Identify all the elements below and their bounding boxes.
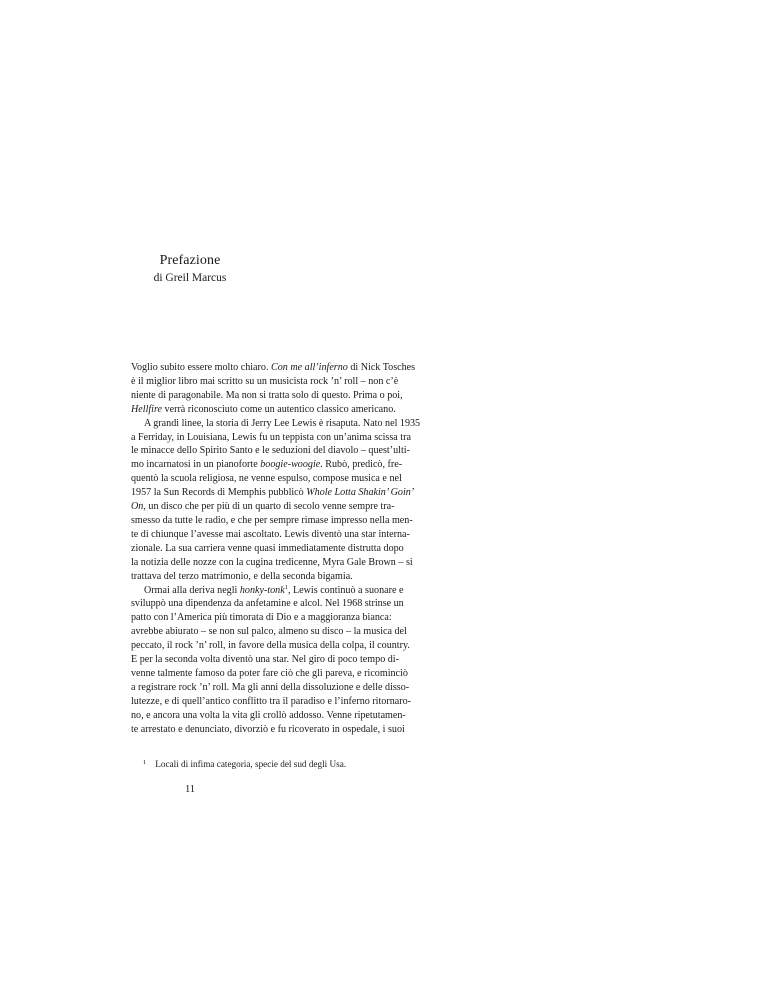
text-line	[131, 639, 410, 653]
text-line	[131, 570, 384, 584]
text-segment: A grandi linee, la storia di Jerry Lee Lewis è risaputa. Nato nel 1935	[144, 417, 421, 429]
text-segment: di Nick Tosches	[347, 362, 416, 373]
text-segment: E per la seconda volta diventò una star. Nel giro di poco tempo di-	[131, 654, 399, 666]
text-segment: venne talmente famoso da poter fare ciò che gli pareva, e ricominciò	[131, 667, 408, 679]
text-line	[131, 417, 421, 431]
italic-text: boogie-woogie	[260, 459, 321, 471]
footnote	[143, 759, 346, 769]
text-line	[131, 361, 416, 375]
text-segment: mo incarnatosi in un pianoforte	[131, 459, 261, 471]
footnote-ref: 1	[284, 583, 288, 591]
text-line	[131, 375, 399, 389]
text-line	[131, 542, 404, 556]
text-segment: lutezze, e di quell’antico conflitto tra il paradiso e l’inferno ritornaro-	[131, 695, 411, 707]
text-line	[131, 723, 405, 737]
text-line	[131, 403, 396, 417]
text-line	[131, 625, 407, 639]
text-line	[131, 444, 410, 458]
text-segment: le minacce dello Spirito Santo e le seduzioni del diavolo – quest’ulti-	[131, 445, 410, 457]
italic-text: honky-tonk	[239, 584, 285, 596]
text-segment: te di chiunque l’avesse mai ascoltato. Lewis diventò una star interna-	[131, 528, 410, 540]
text-segment: zionale. La sua carriera venne quasi immediatamente distrutta dopo	[131, 542, 404, 554]
chapter-author: di Greil Marcus	[153, 272, 227, 284]
text-segment: Ormai alla deriva negli	[144, 584, 240, 596]
italic-text: Hellfire	[131, 403, 163, 415]
text-segment: , un disco che per più di un quarto di secolo venne sempre tra-	[143, 501, 395, 513]
footnote-text: Locali di infima categoria, specie del sud degli Usa.	[155, 759, 347, 769]
paragraph	[131, 361, 416, 417]
text-segment: quentò la scuola religiosa, ne venne espulso, compose musica e nel	[131, 473, 402, 485]
italic-text: Whole Lotta Shakin’ Goin’	[306, 487, 415, 499]
text-line	[131, 472, 402, 486]
text-line	[131, 695, 411, 709]
text-line	[131, 653, 399, 667]
text-line	[131, 431, 411, 445]
text-line	[131, 681, 410, 695]
text-line	[131, 597, 404, 611]
text-segment: , Lewis continuò a suonare e	[287, 584, 404, 596]
text-line	[131, 500, 395, 514]
text-segment: la notizia delle nozze con la cugina tredicenne, Myra Gale Brown – si	[131, 556, 413, 568]
text-segment: smesso da tutte le radio, e che per sempre rimase impresso nella men-	[131, 514, 413, 526]
text-segment: Voglio subito essere molto chiaro.	[131, 362, 271, 373]
text-segment: trattava del terzo matrimonio, e della seconda bigamia.	[131, 570, 353, 582]
paragraph	[131, 417, 421, 584]
text-line	[131, 709, 406, 723]
text-segment: . Rubò, predicò, fre-	[320, 459, 403, 471]
body-text	[131, 361, 421, 736]
text-segment: avrebbe abiurato – se non sul palco, almeno su disco – la musica del	[131, 626, 407, 638]
text-segment: te arrestato e denunciato, divorziò e fu ricoverato in ospedale, i suoi	[131, 723, 405, 735]
text-line	[131, 667, 408, 681]
text-segment: peccato, il rock ’n’ roll, in favore della musica della colpa, il country.	[131, 640, 410, 652]
text-line	[131, 389, 403, 403]
text-segment: niente di paragonabile. Ma non si tratta solo di questo. Prima o poi,	[131, 389, 403, 401]
text-segment: sviluppò una dipendenza da anfetamine e alcol. Nel 1968 strinse un	[131, 598, 404, 610]
text-segment: verrà riconosciuto come un autentico classico americano.	[162, 403, 396, 415]
page-number: 11	[184, 784, 196, 795]
italic-text: On	[131, 501, 144, 513]
text-segment: a Ferriday, in Louisiana, Lewis fu un teppista con un’anima scissa tra	[131, 431, 411, 443]
text-segment: è il miglior libro mai scritto su un musicista rock ’n’ roll – non c’è	[131, 375, 399, 387]
text-line	[131, 583, 404, 598]
text-line	[131, 514, 413, 528]
text-segment: no, e ancora una volta la vita gli crollò addosso. Venne ripetutamen-	[131, 709, 406, 721]
text-line	[131, 486, 415, 500]
text-line	[131, 611, 392, 625]
text-segment: a registrare rock ’n’ roll. Ma gli anni della dissoluzione e delle disso-	[131, 681, 410, 693]
text-line	[131, 458, 403, 472]
chapter-title: Prefazione	[159, 253, 221, 268]
paragraph	[131, 583, 411, 737]
text-segment: 1957 la Sun Records di Memphis pubblicò	[131, 487, 307, 499]
footnote-number: 1	[143, 759, 147, 766]
text-line	[131, 556, 413, 570]
italic-text: Con me all’inferno	[271, 362, 348, 373]
text-segment: patto con l’America più timorata di Dio e a maggioranza bianca:	[131, 612, 392, 624]
text-line	[131, 528, 410, 542]
